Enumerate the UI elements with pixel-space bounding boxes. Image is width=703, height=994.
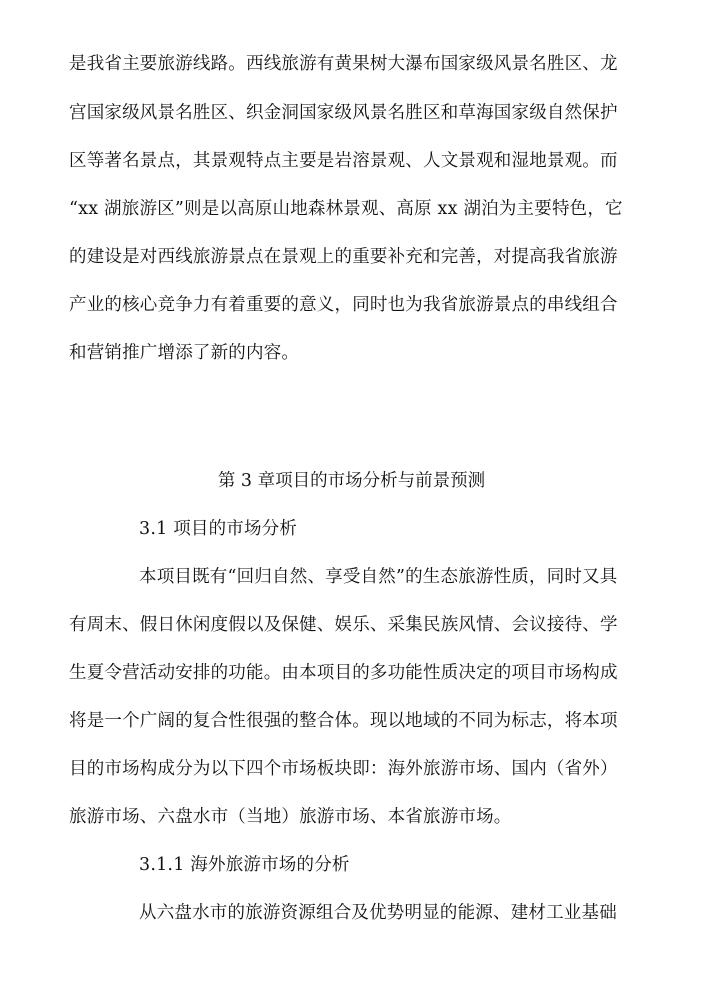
paragraph-line: 旅游市场、六盘水市（当地）旅游市场、本省旅游市场。	[69, 807, 512, 827]
paragraph-line: 有周末、假日休闲度假以及保健、娱乐、采集民族风情、会议接待、学	[69, 615, 618, 635]
paragraph-line: 本项目既有“回归自然、享受自然”的生态旅游性质，同时又具	[139, 567, 618, 587]
section-title: 3.1 项目的市场分析	[139, 519, 298, 539]
paragraph-line: 生夏令营活动安排的功能。由本项目的多功能性质决定的项目市场构成	[69, 663, 618, 683]
paragraph-line: 宫国家级风景名胜区、织金洞国家级风景名胜区和草海国家级自然保护	[69, 103, 618, 123]
paragraph-line: “xx 湖旅游区”则是以高原山地森林景观、高原 xx 湖泊为主要特色，它	[69, 199, 623, 219]
paragraph-line: 区等著名景点，其景观特点主要是岩溶景观、人文景观和湿地景观。而	[69, 151, 618, 171]
paragraph-line: 将是一个广阔的复合性很强的整合体。现以地域的不同为标志，将本项	[69, 711, 618, 731]
paragraph-line: 产业的核心竞争力有着重要的意义，同时也为我省旅游景点的串线组合	[69, 295, 618, 315]
paragraph-line: 的建设是对西线旅游景点在景观上的重要补充和完善，对提高我省旅游	[69, 247, 618, 267]
paragraph-line: 目的市场构成分为以下四个市场板块即：海外旅游市场、国内（省外）	[69, 759, 618, 779]
chapter-title: 第 3 章项目的市场分析与前景预测	[217, 471, 486, 491]
subsection-title: 3.1.1 海外旅游市场的分析	[139, 855, 350, 875]
paragraph-line: 从六盘水市的旅游资源组合及优势明显的能源、建材工业基础	[139, 903, 617, 923]
paragraph-line: 和营销推广增添了新的内容。	[69, 343, 300, 363]
paragraph-line: 是我省主要旅游线路。西线旅游有黄果树大瀑布国家级风景名胜区、龙	[69, 54, 618, 74]
